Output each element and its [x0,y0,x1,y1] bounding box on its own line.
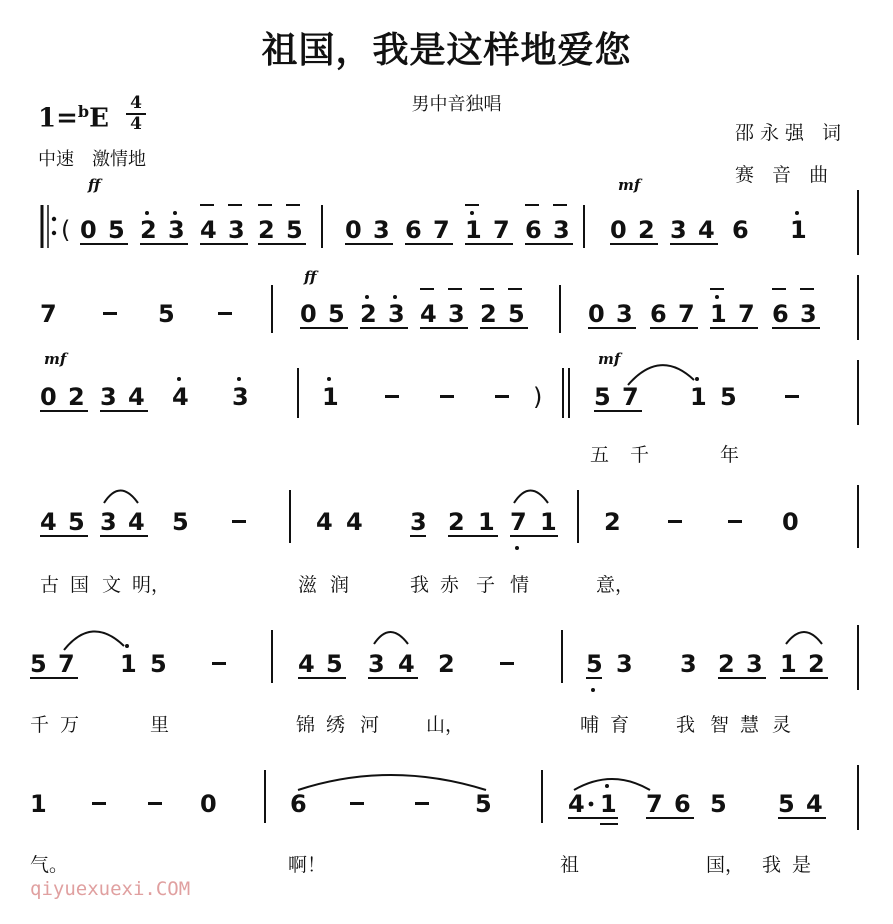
svg-text:4: 4 [568,790,585,818]
svg-text:3: 3 [373,216,390,244]
svg-text:1: 1 [465,216,482,244]
svg-text:2: 2 [718,650,735,678]
svg-text:2: 2 [140,216,157,244]
song-title: 祖国，我是这样地爱您 [261,30,632,71]
svg-text:4: 4 [698,216,715,244]
svg-text:7: 7 [738,300,755,328]
svg-text:0: 0 [610,216,627,244]
svg-text:1: 1 [600,790,617,818]
svg-text:(: ( [61,216,71,244]
svg-text:5: 5 [108,216,125,244]
svg-text:2: 2 [638,216,655,244]
svg-text:2: 2 [360,300,377,328]
svg-text:): ) [533,383,543,411]
svg-text:5: 5 [30,650,47,678]
dynamic-mf-1: mf [618,176,641,194]
svg-text:1: 1 [790,216,807,244]
svg-text:1: 1 [478,508,495,536]
svg-text:4: 4 [346,508,363,536]
song-subtitle: 男中音独唱 [411,94,502,115]
svg-text:1: 1 [780,650,797,678]
svg-text:0: 0 [300,300,317,328]
svg-text:3: 3 [616,650,633,678]
svg-text:7: 7 [646,790,663,818]
svg-text:4: 4 [398,650,415,678]
dynamic-ff-1: ff [88,176,101,194]
svg-text:0: 0 [40,383,57,411]
svg-text:4: 4 [298,650,315,678]
svg-text:6: 6 [650,300,667,328]
svg-text:5: 5 [508,300,525,328]
svg-text:4: 4 [128,508,145,536]
svg-text:5: 5 [286,216,303,244]
svg-text:7: 7 [40,300,57,328]
svg-text:1: 1 [322,383,339,411]
svg-text:4: 4 [200,216,217,244]
svg-text:3: 3 [388,300,405,328]
svg-text:3: 3 [410,508,427,536]
svg-text:2: 2 [258,216,275,244]
svg-text:5: 5 [710,790,727,818]
svg-text:5: 5 [586,650,603,678]
svg-text:2: 2 [480,300,497,328]
svg-text:2: 2 [68,383,85,411]
lyricist-credit: 邵永强 词 [735,122,848,144]
svg-text:0: 0 [345,216,362,244]
svg-text:6: 6 [290,790,307,818]
svg-text:7: 7 [510,508,527,536]
svg-text:7: 7 [622,383,639,411]
svg-text:0: 0 [80,216,97,244]
dynamic-mf-3: mf [598,350,621,368]
svg-text:3: 3 [746,650,763,678]
svg-text:3: 3 [800,300,817,328]
svg-text:3: 3 [232,383,249,411]
dynamic-ff-2: ff [304,268,317,286]
svg-text:3: 3 [100,383,117,411]
svg-text:3: 3 [553,216,570,244]
svg-text:0: 0 [782,508,799,536]
svg-text:5: 5 [172,508,189,536]
svg-text:5: 5 [326,650,343,678]
svg-text:4: 4 [806,790,823,818]
svg-text:3: 3 [616,300,633,328]
svg-text:2: 2 [438,650,455,678]
svg-text:4: 4 [40,508,57,536]
svg-text:3: 3 [168,216,185,244]
svg-text:5: 5 [328,300,345,328]
svg-text:7: 7 [433,216,450,244]
svg-text:3: 3 [368,650,385,678]
svg-text:5: 5 [150,650,167,678]
svg-text:4: 4 [128,383,145,411]
svg-text:2: 2 [604,508,621,536]
svg-text:5: 5 [158,300,175,328]
svg-text:2: 2 [448,508,465,536]
svg-text:5: 5 [778,790,795,818]
svg-text:1: 1 [690,383,707,411]
svg-text:6: 6 [772,300,789,328]
svg-text:4: 4 [172,383,189,411]
site-watermark: qiyuexuexi.COM [30,878,191,900]
svg-text:1: 1 [30,790,47,818]
svg-text:5: 5 [68,508,85,536]
svg-text:2: 2 [808,650,825,678]
time-signature: 4 4 [126,94,146,134]
svg-text:0: 0 [200,790,217,818]
svg-text:6: 6 [732,216,749,244]
svg-text:6: 6 [405,216,422,244]
svg-text:3: 3 [448,300,465,328]
svg-text:3: 3 [670,216,687,244]
svg-text:1: 1 [540,508,557,536]
svg-text:5: 5 [720,383,737,411]
svg-text:1: 1 [710,300,727,328]
composer-credit: 赛 音 曲 [735,164,835,186]
key-signature: 1=$^b$E [38,102,109,134]
svg-text:5: 5 [475,790,492,818]
svg-text:5: 5 [594,383,611,411]
dynamic-mf-2: mf [44,350,67,368]
svg-text:7: 7 [58,650,75,678]
svg-text:3: 3 [100,508,117,536]
svg-text:1: 1 [120,650,137,678]
svg-text:6: 6 [674,790,691,818]
tempo-marking: 中速 激情地 [38,149,146,170]
svg-text:4: 4 [420,300,437,328]
svg-text:3: 3 [680,650,697,678]
svg-text:3: 3 [228,216,245,244]
svg-text:7: 7 [493,216,510,244]
svg-text:4: 4 [316,508,333,536]
svg-text:6: 6 [525,216,542,244]
svg-text:0: 0 [588,300,605,328]
svg-text:7: 7 [678,300,695,328]
